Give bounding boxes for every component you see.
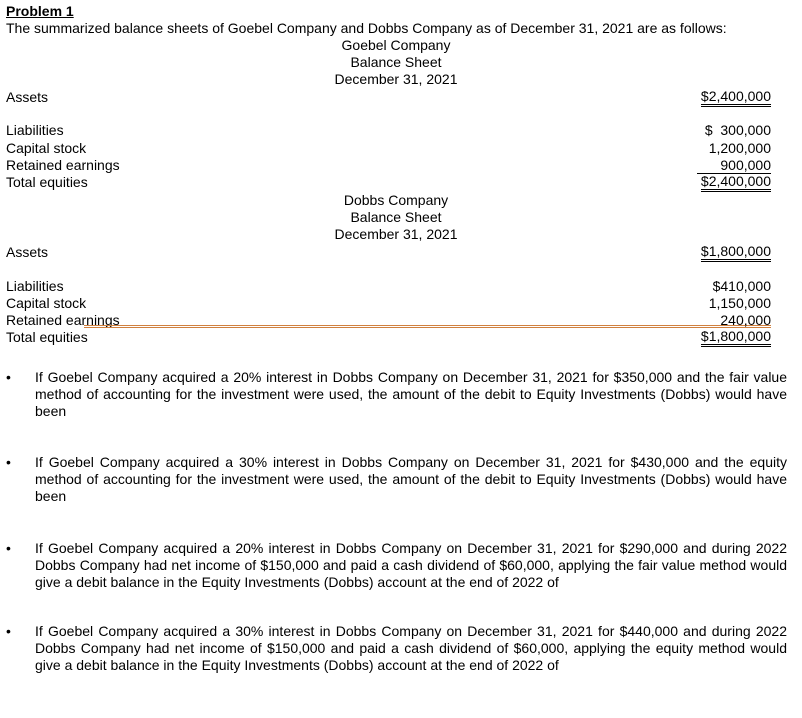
dobbs-assets-label: Assets [6,244,49,260]
question-text: If Goebel Company acquired a 20% interest in Dobbs Company on December 31, 2021 for $350,000 and the fair value method of accounting for the investment were used, the amount of the debit to Equity Investments (Dobbs) would have been [35,369,787,419]
goebel-company-name: Goebel Company [341,37,451,53]
intro-text: The summarized balance sheets of Goebel Company and Dobbs Company as of December 31, 2021 are as follows: [6,20,727,36]
question-text: If Goebel Company acquired a 30% interest in Dobbs Company on December 31, 2021 for $430,000 and the equity method of accounting for the investment were used, the amount of the debit to Equity Investments (Dobbs) would have been [35,454,787,504]
goebel-row-label: Capital stock [6,140,87,156]
dobbs-row-label: Retained earnings [6,312,120,328]
dobbs-date: December 31, 2021 [334,226,458,242]
goebel-row-value: 900,000 [697,157,771,174]
question-item [6,540,787,591]
question-item [6,369,787,420]
dobbs-row-value: 240,000 [720,312,771,328]
dobbs-row-label: Liabilities [6,278,64,294]
goebel-row-label: Total equities [6,174,88,190]
question-text: If Goebel Company acquired a 20% interest in Dobbs Company on December 31, 2021 for $290,000 and during 2022 Dobbs Company had net income of $150,000 and paid a cash dividend of $60,000, applying the fair value method would give a debit balance in the Equity Investments (Dobbs) account at the end of 2022 of [35,540,787,590]
bullet-icon: • [6,540,11,556]
dobbs-assets-value: $1,800,000 [701,244,771,262]
orange-underline [84,325,771,328]
question-item [6,623,787,674]
bullet-icon: • [6,369,11,385]
dobbs-statement-title: Balance Sheet [350,209,442,225]
dobbs-row-value: $410,000 [712,278,771,294]
problem-title: Problem 1 [6,3,74,19]
dobbs-row-label: Capital stock [6,295,87,311]
goebel-row-label: Liabilities [6,122,64,138]
goebel-date: December 31, 2021 [334,71,458,87]
goebel-row-value: $ 300,000 [704,122,771,138]
goebel-assets-label: Assets [6,89,49,105]
question-item [6,454,787,505]
goebel-statement-title: Balance Sheet [350,54,442,70]
goebel-row-value: 1,200,000 [708,140,771,156]
goebel-row-value: $2,400,000 [701,174,771,192]
question-text: If Goebel Company acquired a 30% interest in Dobbs Company on December 31, 2021 for $440,000 and during 2022 Dobbs Company had net income of $150,000 and paid a cash dividend of $60,000, applying the equity method would give a debit balance in the Equity Investments (Dobbs) account at the end of 2022 of [35,623,787,673]
dobbs-row-value: $1,800,000 [701,329,771,347]
dobbs-row-value: 1,150,000 [708,295,771,311]
dobbs-row-label: Total equities [6,329,88,345]
goebel-assets-value: $2,400,000 [701,89,771,107]
bullet-icon: • [6,454,11,470]
dobbs-company-name: Dobbs Company [343,192,449,208]
goebel-row-label: Retained earnings [6,157,120,173]
bullet-icon: • [6,623,11,639]
